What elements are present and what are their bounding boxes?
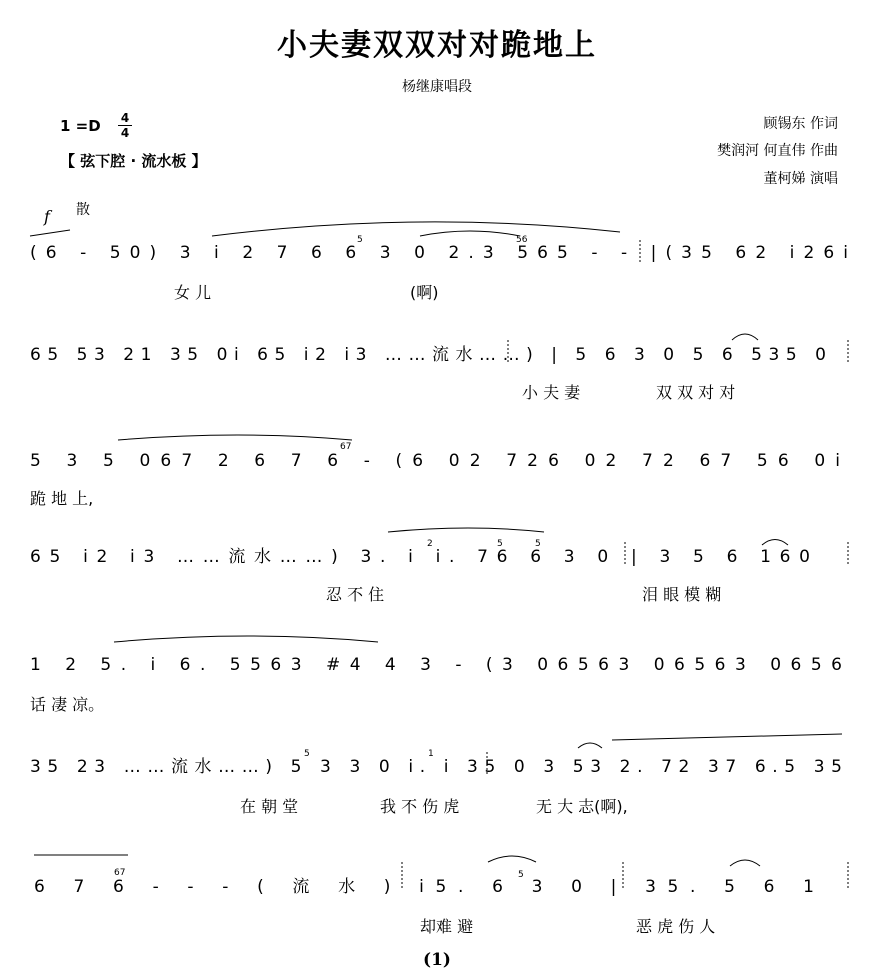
score-line-3-notes: 5 3 5 067 2 6 7 6 - (6 02 726 02 72 67 56 0i	[30, 451, 841, 471]
score-line-3-lyric-1: 跪 地 上,	[30, 489, 94, 508]
grace-note: 1	[428, 749, 434, 759]
score-line-2-lyric-1: 小 夫 妻	[522, 383, 581, 402]
grace-note: 67	[340, 442, 352, 452]
credit-composer: 樊润河 何直伟 作曲	[717, 143, 838, 159]
grace-note: 5	[535, 539, 541, 549]
grace-note: 5	[497, 539, 503, 549]
credit-lyrics: 顾锡东 作词	[763, 116, 838, 132]
key-signature: 1 =D	[60, 117, 101, 135]
score-line-4-lyric-2: 泪 眼 模 糊	[642, 585, 722, 604]
score-line-7-notes: 6 7 6 - - - ( 流 水 ) i5. 6 3 0 | 35. 5 6 1	[34, 877, 814, 897]
score-line-6-lyric-3: 无 大 志(啊),	[536, 797, 628, 816]
score-line-4-notes: 65 i2 i3 ……流水……) 3. i i. 76 6 3 0 | 3 5 6 160	[30, 547, 810, 567]
grace-note: 5	[304, 749, 310, 759]
grace-note: 5	[357, 235, 363, 245]
score-line-6-lyric-2: 我 不 伤 虎	[380, 797, 460, 816]
tempo-marking: 散	[76, 202, 90, 218]
grace-note: 56	[516, 235, 528, 245]
score-line-2-lyric-2: 双 双 对 对	[656, 383, 736, 402]
score-line-1-lyric-1: 女 儿	[174, 283, 212, 302]
dynamic-marking: f	[44, 207, 50, 226]
subtitle: 杨继康唱段	[402, 79, 472, 95]
score-line-7-lyric-2: 恶 虎 伤 人	[636, 917, 716, 936]
score-line-2-notes: 65 53 21 35 0i 65 i2 i3 ……流水……) | 5 6 3 0 5 6 535 0	[30, 345, 827, 365]
grace-note: 2	[427, 539, 433, 549]
score-line-5-lyric-1: 话 凄 凉。	[30, 695, 105, 714]
score-line-6-lyric-1: 在 朝 堂	[240, 797, 299, 816]
score-line-1-notes: (6 - 50) 3 i 2 7 6 6 3 0 2.3 565 - - |(35 62 i26i	[30, 243, 849, 263]
credit-singer: 董柯娣 演唱	[763, 171, 838, 187]
time-sig-top: 4	[120, 111, 130, 125]
time-sig-bottom: 4	[120, 126, 130, 140]
score-line-1-lyric-2: (啊)	[410, 283, 439, 302]
style-label: 【 弦下腔 · 流水板 】	[60, 152, 207, 170]
grace-note: 67	[114, 868, 126, 878]
score-line-4-lyric-1: 忍 不 住	[326, 585, 385, 604]
score-line-7-lyric-1: 却难 避	[420, 917, 474, 936]
page-title: 小夫妻双双对对跪地上	[277, 28, 597, 63]
grace-note: 5	[518, 870, 524, 880]
score-line-5-notes: 1 2 5. i 6. 5563 #4 4 3 - (3 06563 06563 0656	[30, 655, 842, 675]
page-number: (1)	[423, 950, 451, 970]
score-line-6-notes: 35 23 ……流水……) 5 3 3 0 i. i 35 0 3 53 2. 72 37 6.5 35	[30, 757, 842, 777]
